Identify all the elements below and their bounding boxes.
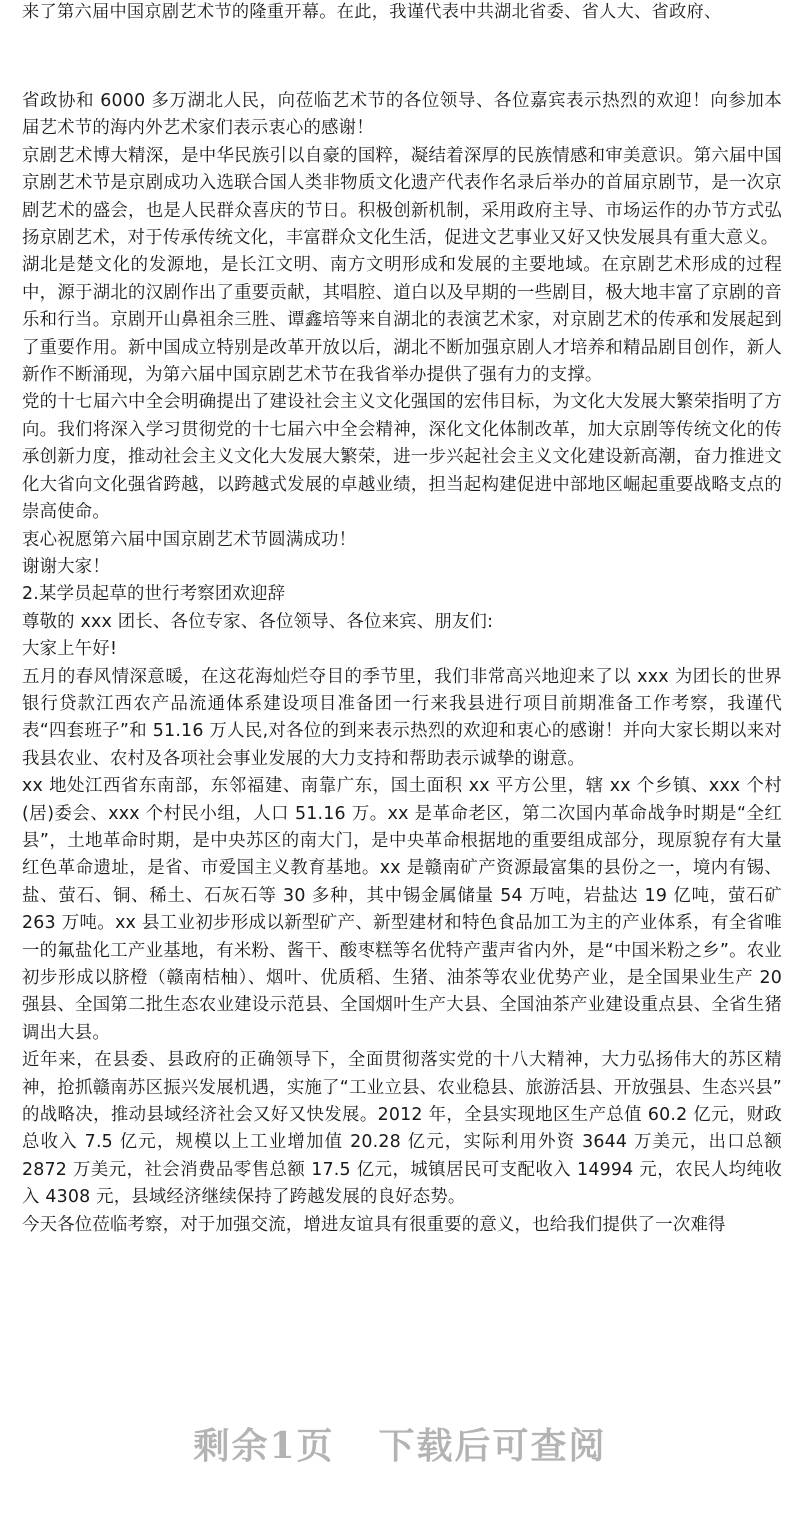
paragraph: 谢谢大家！ — [22, 556, 110, 577]
remaining-pages-label: 剩余1页 — [193, 1425, 335, 1467]
paragraph: 省政协和 6000 多万湖北人民，向莅临艺术节的各位领导、各位嘉宾表示热烈的欢迎！向参加本届艺术节的海内外艺术家们表示衷心的感谢！ — [22, 91, 782, 139]
paragraph: 五月的春风情深意暖，在这花海灿烂夺目的季节里，我们非常高兴地迎来了以 xxx 为团长的世界银行贷款江西农产品流通体系建设项目准备团一行来我县进行项目前期准备工作考察，我谨代表“四套班子”和 51.16 万人民,对各位的到来表示热烈的欢迎和衷心的感谢！并向大家长期以来对我县农业、农村及各项社会事业发展的大力支持和帮助表示诚挚的谢意。 — [22, 666, 782, 769]
document-body — [22, 88, 782, 1239]
fragment-line: 来了第六届中国京剧艺术节的隆重开幕。在此，我谨代表中共湖北省委、省人大、省政府、 — [22, 2, 722, 22]
paragraph: 衷心祝愿第六届中国京剧艺术节圆满成功！ — [22, 529, 357, 550]
paragraph: xx 地处江西省东南部，东邻福建、南靠广东，国土面积 xx 平方公里，辖 xx 个乡镇、xxx 个村(居)委会、xxx 个村民小组，人口 51.16 万。xx 是革命老区，第二次国内革命战争时期是“全红县”，土地革命时期，是中央苏区的南大门，是中央革命根据地的重要组成部分，现原貌存有大量红色革命遗址，是省、市爱国主义教育基地。xx 是赣南矿产资源最富集的县份之一，境内有锡、盐、萤石、铜、稀土、石灰石等 30 多种，其中锡金属储量 54 万吨，岩盐达 19 亿吨，萤石矿 263 万吨。xx 县工业初步形成以新型矿产、新型建材和特色食品加工为主的产业体系，有全省唯一的氟盐化工产业基地，有米粉、酱干、酸枣糕等名优特产蜚声省内外，是“中国米粉之乡”。农业初步形成以脐橙（赣南桔柚）、烟叶、优质稻、生猪、油茶等农业优势产业，是全国果业生产 20 强县、全国第二批生态农业建设示范县、全国烟叶生产大县、全国油茶产业建设重点县、全省生猪调出大县。 — [22, 776, 782, 1043]
section-heading: 2.某学员起草的世行考察团欢迎辞 — [22, 584, 286, 605]
download-prompt[interactable] — [0, 1418, 800, 1469]
paragraph: 京剧艺术博大精深，是中华民族引以自豪的国粹，凝结着深厚的民族情感和审美意识。第六届中国京剧艺术节是京剧成功入选联合国人类非物质文化遗产代表作名录后举办的首届京剧节，是一次京剧艺术的盛会，也是人民群众喜庆的节日。积极创新机制，采用政府主导、市场运作的办节方式弘扬京剧艺术，对于传承传统文化，丰富群众文化生活，促进文艺事业又好又快发展具有重大意义。 — [22, 145, 782, 249]
paragraph: 党的十七届六中全会明确提出了建设社会主义文化强国的宏伟目标，为文化大发展大繁荣指明了方向。我们将深入学习贯彻党的十七届六中全会精神，深化文化体制改革，加大京剧等传统文化的传承创新力度，推动社会主义文化大发展大繁荣，进一步兴起社会主义文化建设新高潮，奋力推进文化大省向文化强省跨越，以跨越式发展的卓越业绩，担当起构建促进中部地区崛起重要战略支点的崇高使命。 — [22, 392, 782, 523]
paragraph: 今天各位莅临考察，对于加强交流，增进友谊具有很重要的意义，也给我们提供了一次难得 — [22, 1214, 726, 1235]
paragraph: 湖北是楚文化的发源地，是长江文明、南方文明形成和发展的主要地域。在京剧艺术形成的过程中，源于湖北的汉剧作出了重要贡献，其唱腔、道白以及早期的一些剧目，极大地丰富了京剧的音乐和行当。京剧开山鼻祖余三胜、谭鑫培等来自湖北的表演艺术家，对京剧艺术的传承和发展起到了重要作用。新中国成立特别是改革开放以后，湖北不断加强京剧人才培养和精品剧目创作，新人新作不断涌现，为第六届中国京剧艺术节在我省举办提供了强有力的支撑。 — [22, 255, 782, 386]
salutation: 尊敬的 xxx 团长、各位专家、各位领导、各位来宾、朋友们: — [22, 611, 494, 632]
cut-off-text-fragment — [22, 0, 782, 26]
greeting: 大家上午好! — [22, 639, 118, 660]
paragraph: 近年来，在县委、县政府的正确领导下，全面贯彻落实党的十八大精神，大力弘扬伟大的苏区精神，抢抓赣南苏区振兴发展机遇，实施了“工业立县、农业稳县、旅游活县、开放强县、生态兴县” 的战略决，推动县域经济社会又好又快发展。2012 年，全县实现地区生产总值 60.2 亿元，财政总收入 7.5 亿元，规模以上工业增加值 20.28 亿元，实际利用外资 3644 万美元，出口总额 2872 万美元，社会消费品零售总额 17.5 亿元，城镇居民可支配收入 14994 元，农民人均纯收入 4308 元，县域经济继续保持了跨越发展的良好态势。 — [22, 1050, 782, 1208]
download-label[interactable]: 下载后可查阅 — [378, 1425, 607, 1467]
